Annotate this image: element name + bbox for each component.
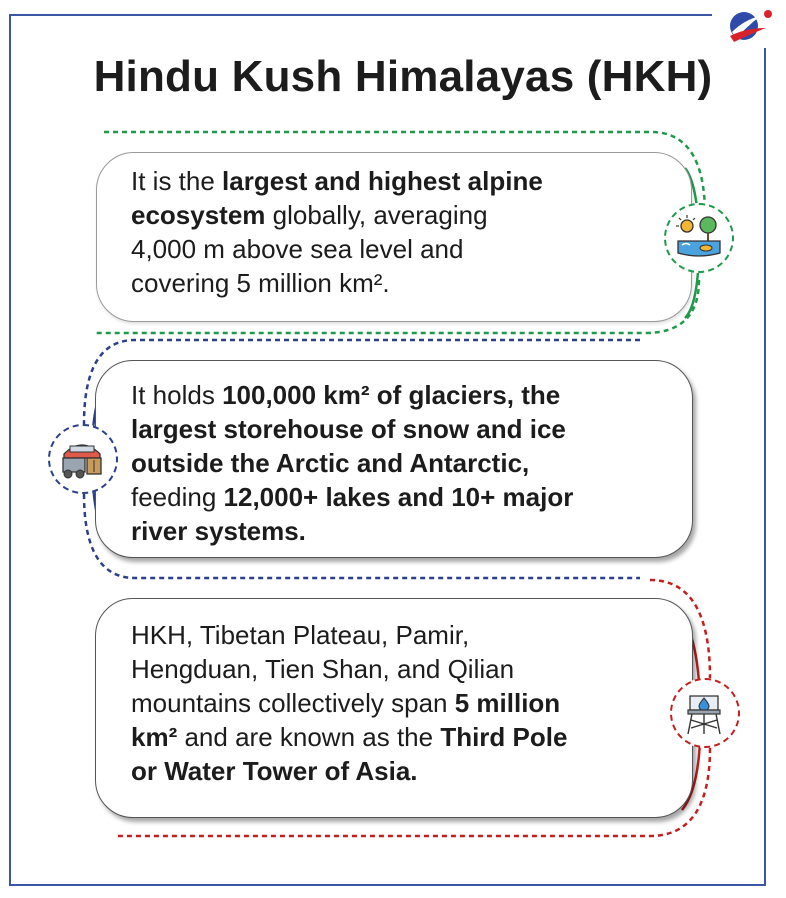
card-text-line <box>131 754 692 788</box>
body-text: mountains collectively span <box>131 688 455 718</box>
card-text-line <box>131 720 692 754</box>
bold-text: 12,000+ lakes and 10+ major <box>223 482 574 512</box>
page-title: Hindu Kush Himalayas (HKH) <box>93 52 713 101</box>
ecosystem-icon <box>664 203 734 273</box>
fact-card-ecosystem <box>96 152 692 322</box>
card-text-line <box>131 618 692 652</box>
bold-text: river systems. <box>131 516 306 546</box>
body-text: It is the <box>131 166 223 196</box>
bold-text: Third Pole <box>440 722 568 752</box>
storehouse-icon <box>48 424 118 494</box>
card-text-line <box>131 652 692 686</box>
card-text-line <box>131 446 692 480</box>
card-text-line <box>131 686 692 720</box>
body-text: It holds <box>131 380 223 410</box>
card-text-line <box>131 378 692 412</box>
card-text-line <box>131 480 692 514</box>
body-text: globally, averaging <box>265 200 488 230</box>
body-text: HKH, Tibetan Plateau, Pamir, <box>131 620 470 650</box>
body-text: covering 5 million km². <box>131 268 390 298</box>
card-text-line <box>131 198 691 232</box>
card-text-line <box>131 412 692 446</box>
card-text-line <box>131 164 691 198</box>
bold-text: outside the Arctic and Antarctic, <box>131 448 530 478</box>
body-text: feeding <box>131 482 224 512</box>
body-text: Hengduan, Tien Shan, and Qilian <box>131 654 515 684</box>
bold-text: km² <box>131 722 178 752</box>
fact-card-glaciers <box>95 360 693 558</box>
card-text-line <box>131 266 691 300</box>
bold-text: 100,000 km² of glaciers, the <box>222 380 561 410</box>
bold-text: largest and highest alpine <box>222 166 543 196</box>
fact-card-third-pole <box>95 598 693 818</box>
body-text: 4,000 m above sea level and <box>131 234 464 264</box>
water-tower-icon <box>670 678 740 748</box>
card-text-line <box>131 232 691 266</box>
bold-text: ecosystem <box>131 200 266 230</box>
body-text: and are known as the <box>177 722 441 752</box>
bold-text: 5 million <box>454 688 561 718</box>
card-text-line <box>131 514 692 548</box>
bold-text: or Water Tower of Asia. <box>131 756 418 786</box>
bold-text: largest storehouse of snow and ice <box>131 414 566 444</box>
